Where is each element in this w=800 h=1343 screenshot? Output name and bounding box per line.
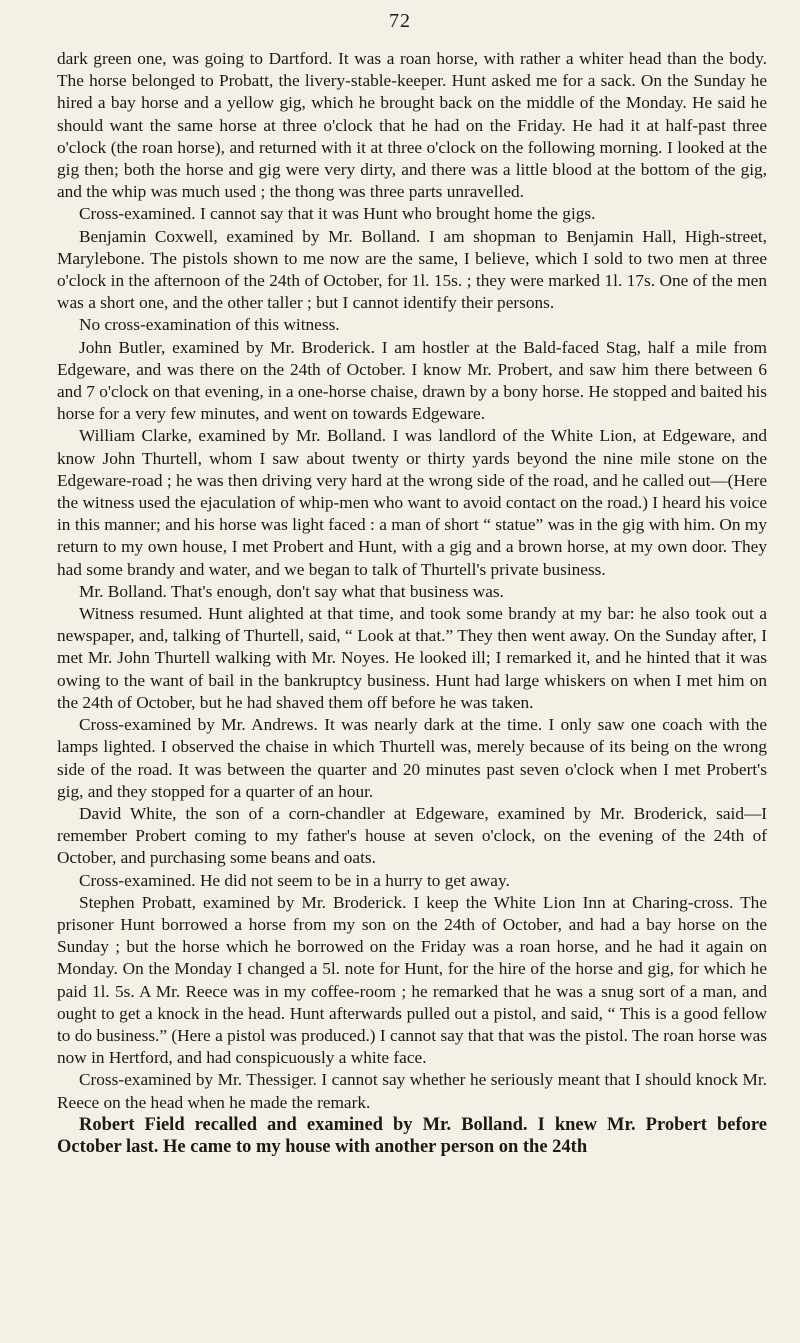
paragraph: Cross-examined. I cannot say that it was Hunt who brought home the gigs. [79, 204, 596, 224]
paragraph: dark green one, was going to Dartford. It was a roan horse, with rather a whiter head than the body. The horse belonged to Probatt, the livery-stable-keeper. Hunt asked me for a sack. On the Sunday he hired a bay horse and a yellow gig, which he brought back on the middle of the Monday. He said he should want the same horse at three o'clock that he had on the Friday. He had it at half-past three o'clock (the roan horse), and returned with it at three o'clock on the following morning. I looked at the gig then; both the horse and gig were very dirty, and there was a little blood at the bottom of the gig, and the whip was much used ; the thong was three parts unravelled. [57, 49, 767, 202]
page-number: 72 [389, 10, 411, 32]
paragraph: David White, the son of a corn-chandler at Edgeware, examined by Mr. Broderick, said—I remember Probert coming to my father's house at seven o'clock, on the evening of the 24th of October, and purchasing some beans and oats. [57, 803, 767, 868]
paragraph: Robert Field recalled and examined by Mr. Bolland. I knew Mr. Probert before October last. He came to my house with another person on the 24th [57, 1114, 767, 1157]
body-text [57, 48, 767, 1158]
paragraph: Cross-examined. He did not seem to be in a hurry to get away. [79, 870, 510, 890]
paragraph: Cross-examined by Mr. Thessiger. I cannot say whether he seriously meant that I should knock Mr. Reece on the head when he made the remark. [57, 1070, 767, 1112]
paragraph: No cross-examination of this witness. [79, 315, 340, 335]
paragraph: William Clarke, examined by Mr. Bolland. I was landlord of the White Lion, at Edgeware, and know John Thurtell, whom I saw about twenty or thirty yards beyond the nine mile stone on the Edgeware-road ; he was then driving very hard at the wrong side of the road, and he called out—(Here the witness used the ejaculation of whip-men who want to avoid contact on the road.) I heard his voice in this manner; and his horse was light faced : a man of short “ statue” was in the gig with him. On my return to my own house, I met Probert and Hunt, with a gig and a brown horse, at my own door. They had some brandy and water, and we began to talk of Thurtell's private business. [57, 426, 767, 579]
paragraph: Mr. Bolland. That's enough, don't say what that business was. [79, 581, 504, 601]
paragraph: Stephen Probatt, examined by Mr. Broderick. I keep the White Lion Inn at Charing-cross. The prisoner Hunt borrowed a horse from my son on the 24th of October, and had a bay horse on the Sunday ; but the horse which he borrowed on the Friday was a roan horse, and he had it again on Monday. On the Monday I changed a 5l. note for Hunt, for the hire of the horse and gig, for which he paid 1l. 5s. A Mr. Reece was in my coffee-room ; he remarked that he was a snug sort of a man, and ought to get a knock in the head. Hunt afterwards pulled out a pistol, and said, “ This is a good fellow to do business.” (Here a pistol was produced.) I cannot say that that was the pistol. The roan horse was now in Hertford, and had conspicuously a white face. [57, 892, 767, 1068]
paragraph: Benjamin Coxwell, examined by Mr. Bolland. I am shopman to Benjamin Hall, High-street, Marylebone. The pistols shown to me now are the same, I believe, which I sold to two men at three o'clock in the afternoon of the 24th of October, for 1l. 15s. ; they were marked 1l. 17s. One of the men was a short one, and the other taller ; but I cannot identify their persons. [57, 226, 767, 313]
paragraph: Cross-examined by Mr. Andrews. It was nearly dark at the time. I only saw one coach with the lamps lighted. I observed the chaise in which Thurtell was, merely because of its being on the wrong side of the road. It was between the quarter and 20 minutes past seven o'clock when I met Probert's gig, and they stopped for a quarter of an hour. [57, 715, 767, 801]
paragraph: John Butler, examined by Mr. Broderick. I am hostler at the Bald-faced Stag, half a mile from Edgeware, and was there on the 24th of October. I know Mr. Probert, and saw him there between 6 and 7 o'clock on that evening, in a one-horse chaise, drawn by a bony horse. He stopped and baited his horse for a very few minutes, and went on towards Edgeware. [57, 337, 767, 424]
paragraph: Witness resumed. Hunt alighted at that time, and took some brandy at my bar: he also took out a newspaper, and, talking of Thurtell, said, “ Look at that.” They then went away. On the Sunday after, I met Mr. John Thurtell walking with Mr. Noyes. He looked ill; I remarked it, and he hinted that it was owing to the want of bail in the bankruptcy business. Hunt had large whiskers on when I met him on the 24th of October, but he had shaved them off before he was taken. [57, 604, 767, 712]
